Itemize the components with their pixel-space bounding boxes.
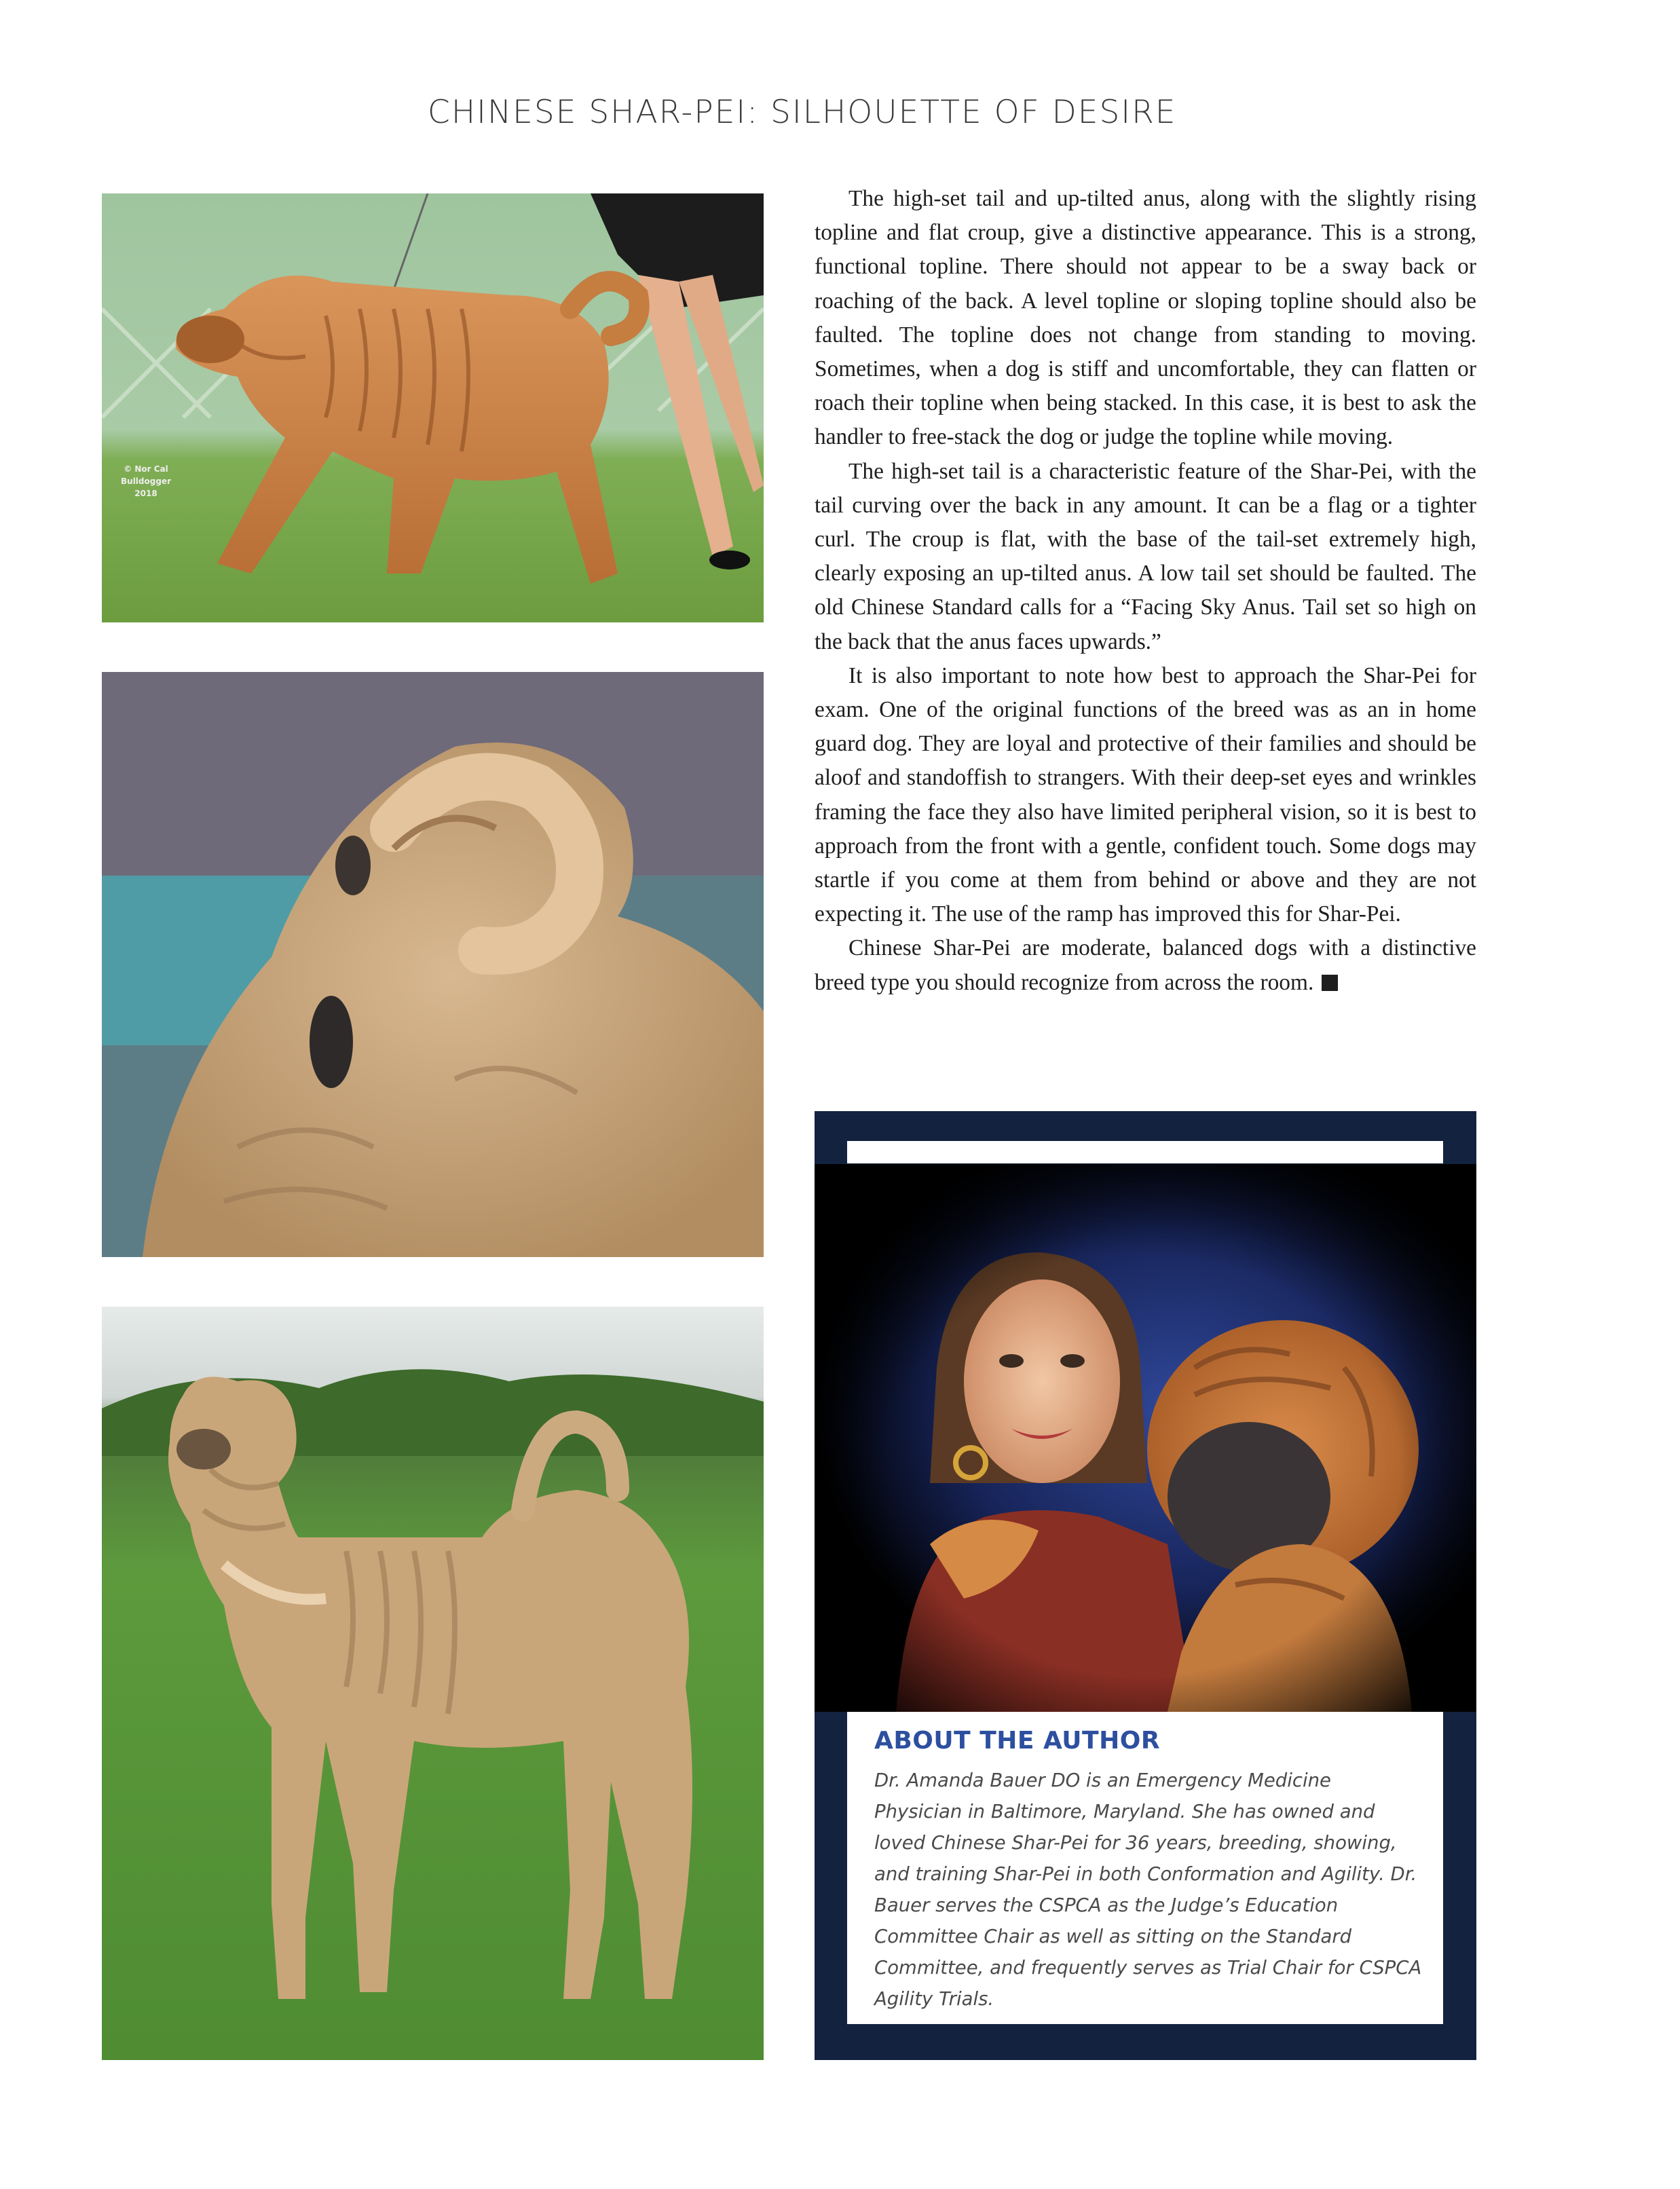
photo-tail-closeup — [102, 672, 764, 1257]
article-paragraph: The high-set tail and up-tilted anus, along with the slightly rising topline and flat croup, give a distinctive appearance. This is a strong, functional topline. There should not appear to be a sway back or roaching of the back. A level topline or sloping topline should also be faulted. The topline does not change from standing to moving. Sometimes, when a dog is stiff and uncomfortable, they can flatten or roach their topline when being stacked. In this case, it is best to ask the handler to free-stack the dog or judge the topline while moving. — [815, 186, 1476, 450]
article-paragraph-text: Chinese Shar-Pei are moderate, balanced dogs with a distinctive breed type you should recognize from across the room. — [815, 935, 1476, 995]
article-paragraph: It is also important to note how best to approach the Shar-Pei for exam. One of the original functions of the breed was as an in home guard dog. They are loyal and protective of their families and should be aloof and standoffish to strangers. With their deep-set eyes and wrinkles framing the face they also have limited peripheral vision, so it is best to approach from the front with a gentle, confident touch. Some dogs may startle if you come at them from behind or above and they are not expecting it. The use of the ramp has improved this for Shar-Pei. — [815, 662, 1476, 927]
article-paragraph-final — [815, 931, 1476, 999]
watermark-line-2: Bulldogger — [121, 476, 171, 486]
photo-trotting-shar-pei — [102, 193, 764, 622]
tail-closeup-image — [102, 672, 764, 1257]
author-card — [847, 1712, 1443, 2024]
author-portrait — [815, 1164, 1476, 1712]
article-body — [815, 182, 1476, 1000]
end-mark-icon — [1322, 975, 1338, 991]
article-paragraph: The high-set tail is a characteristic feature of the Shar-Pei, with the tail curving over the back in any amount. It can be a flag or a tighter curl. The croup is flat, with the base of the tail-set extremely high, clearly exposing an up-tilted anus. A low tail set should be faulted. The old Chinese Standard calls for a “Facing Sky Anus. Tail set so high on the back that the anus faces upwards.” — [815, 458, 1476, 654]
author-heading: ABOUT THE AUTHOR — [874, 1727, 1161, 1755]
author-bio: Dr. Amanda Bauer DO is an Emergency Medicine Physician in Baltimore, Maryland. She has owned and loved Chinese Shar-Pei for 36 years, breeding, showing, and training Shar-Pei in both Conformation and Agility. Dr. Bauer serves the CSPCA as the Judge’s Education Committee Chair as well as sitting on the Standard Committee, and frequently serves as Trial Chair for CSPCA Agility Trials. — [874, 1770, 1422, 2010]
photo-standing-shar-pei — [102, 1307, 764, 2060]
about-the-author-box — [815, 1111, 1476, 2060]
trotting-shar-pei-image — [102, 193, 764, 622]
author-portrait-image — [815, 1164, 1476, 1712]
standing-shar-pei-image — [102, 1307, 764, 2060]
watermark-line-3: 2018 — [134, 489, 157, 498]
page-title: CHINESE SHAR-PEI: SILHOUETTE OF DESIRE — [428, 94, 1177, 131]
author-box-top-strip — [847, 1141, 1443, 1163]
watermark-line-1: © Nor Cal — [124, 464, 168, 474]
